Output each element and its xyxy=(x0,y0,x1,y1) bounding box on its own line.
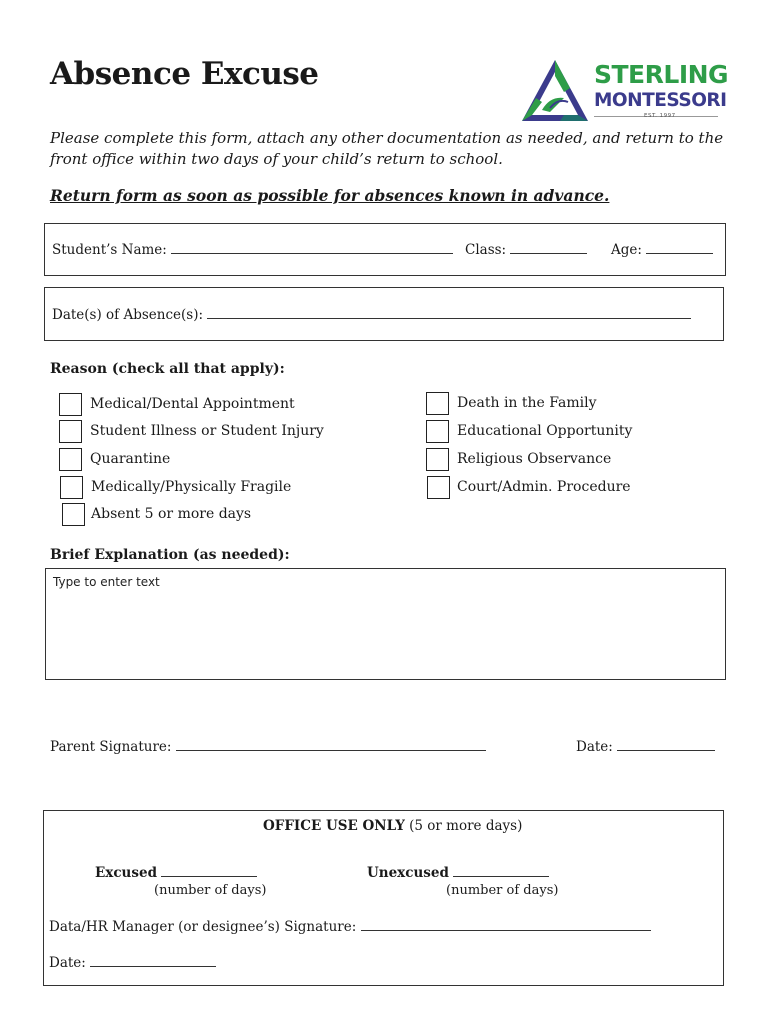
checkbox-medical-dental[interactable] xyxy=(59,393,82,416)
manager-signature-field[interactable] xyxy=(49,919,651,935)
checkbox-label: Religious Observance xyxy=(457,451,612,467)
student-name-line[interactable] xyxy=(171,242,453,254)
parent-signature-line[interactable] xyxy=(176,739,486,751)
checkbox-label: Quarantine xyxy=(90,451,171,467)
checkbox-educational-opportunity[interactable] xyxy=(426,420,449,443)
unexcused-field[interactable] xyxy=(367,865,549,881)
checkbox-death-in-family[interactable] xyxy=(426,392,449,415)
student-name-field[interactable] xyxy=(52,242,453,258)
absence-dates-field[interactable] xyxy=(52,307,691,323)
office-date-line[interactable] xyxy=(90,955,216,967)
class-line[interactable] xyxy=(510,242,587,254)
checkbox-label: Absent 5 or more days xyxy=(91,506,252,522)
checkbox-label: Court/Admin. Procedure xyxy=(457,479,631,495)
absence-dates-label: Date(s) of Absence(s): xyxy=(52,307,204,323)
parent-date-line[interactable] xyxy=(617,739,715,751)
checkbox-medically-fragile[interactable] xyxy=(60,476,83,499)
unexcused-days-note: (number of days) xyxy=(446,883,559,898)
parent-date-label: Date: xyxy=(576,739,613,755)
intro-text: Please complete this form, attach any other documentation as needed, and return to the front office within two days of your child’s return to school. xyxy=(50,129,724,168)
logo-text-sterling: STERLING xyxy=(594,60,729,89)
office-heading-note: (5 or more days) xyxy=(404,818,523,834)
excused-label: Excused xyxy=(95,865,158,881)
explanation-placeholder: Type to enter text xyxy=(53,575,160,589)
parent-signature-label: Parent Signature: xyxy=(50,739,172,755)
triangle-logo-icon xyxy=(520,58,590,124)
excused-days-note: (number of days) xyxy=(154,883,267,898)
office-heading-bold: OFFICE USE ONLY xyxy=(263,818,405,834)
checkbox-label: Educational Opportunity xyxy=(457,423,633,439)
logo-text-montessori: MONTESSORI xyxy=(594,90,727,111)
excused-line[interactable] xyxy=(161,865,257,877)
class-field[interactable] xyxy=(465,242,587,258)
manager-signature-line[interactable] xyxy=(361,919,651,931)
manager-signature-label: Data/HR Manager (or designee’s) Signature: xyxy=(49,919,357,935)
absence-dates-box xyxy=(44,287,724,341)
student-name-label: Student’s Name: xyxy=(52,242,167,258)
logo-est-text: EST. 1997 xyxy=(644,113,676,119)
absence-dates-line[interactable] xyxy=(207,307,691,319)
explanation-heading: Brief Explanation (as needed): xyxy=(50,547,290,563)
checkbox-label: Student Illness or Student Injury xyxy=(90,423,324,439)
age-field[interactable] xyxy=(611,242,713,258)
office-date-field[interactable] xyxy=(49,955,216,971)
checkbox-label: Medically/Physically Fragile xyxy=(91,479,292,495)
class-label: Class: xyxy=(465,242,507,258)
parent-date-field[interactable] xyxy=(576,739,715,755)
student-info-box xyxy=(44,223,726,276)
school-logo xyxy=(520,58,730,124)
checkbox-illness-injury[interactable] xyxy=(59,420,82,443)
checkbox-label: Medical/Dental Appointment xyxy=(90,396,295,412)
checkbox-label: Death in the Family xyxy=(457,395,597,411)
age-label: Age: xyxy=(611,242,642,258)
checkbox-court-admin[interactable] xyxy=(427,476,450,499)
explanation-textarea[interactable] xyxy=(45,568,726,680)
office-date-label: Date: xyxy=(49,955,86,971)
page-title: Absence Excuse xyxy=(50,56,319,92)
office-heading xyxy=(263,818,522,834)
checkbox-religious-observance[interactable] xyxy=(426,448,449,471)
unexcused-label: Unexcused xyxy=(367,865,449,881)
checkbox-absent-5-days[interactable] xyxy=(62,503,85,526)
age-line[interactable] xyxy=(646,242,713,254)
excused-field[interactable] xyxy=(95,865,257,881)
advance-notice: Return form as soon as possible for absences known in advance. xyxy=(50,186,610,205)
unexcused-line[interactable] xyxy=(453,865,549,877)
checkbox-quarantine[interactable] xyxy=(59,448,82,471)
office-use-box xyxy=(43,810,724,986)
parent-signature-field[interactable] xyxy=(50,739,486,755)
reason-heading: Reason (check all that apply): xyxy=(50,361,285,377)
